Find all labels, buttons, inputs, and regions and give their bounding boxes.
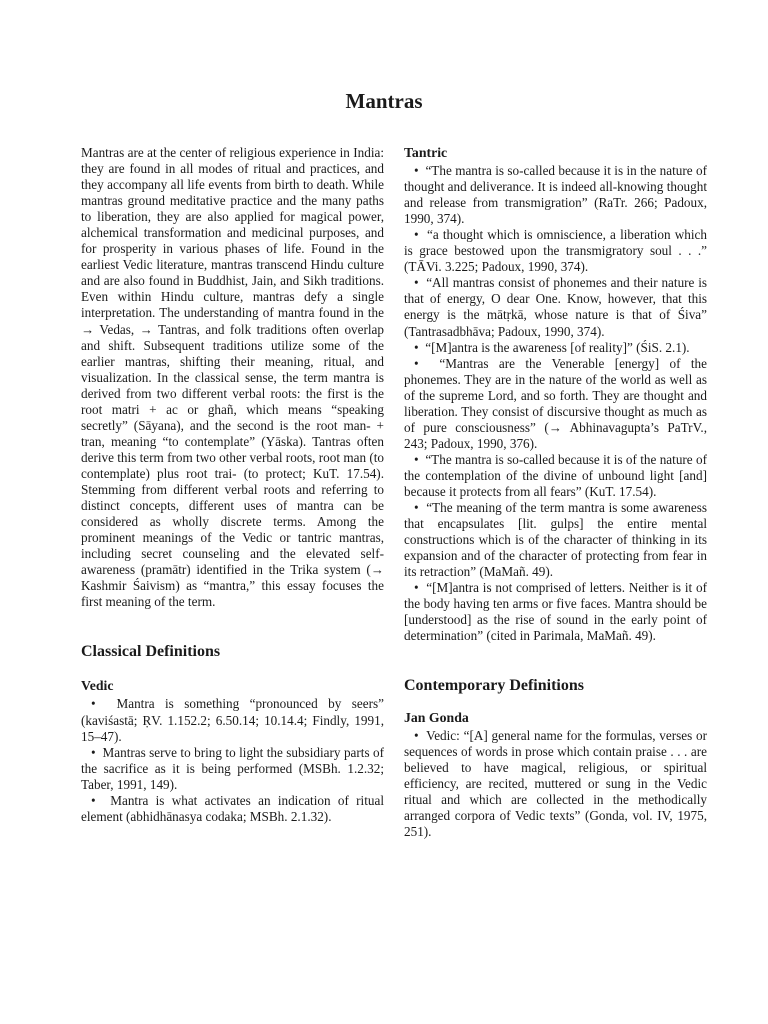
tantric-item: • “[M]antra is not comprised of letters. Neither is it of the body having ten arms or five faces. Mantra should be [understood] as the rise of sound in the early point of determination” (cited in Parimala, MaMañ. 49). xyxy=(404,580,707,644)
classical-definitions-heading: Classical Definitions xyxy=(81,643,221,661)
tantric-item: • “a thought which is omniscience, a liberation which is grace bestowed upon the transmigratory soul . . .” (TĀVi. 3.225; Padoux, 1990, 374). xyxy=(404,227,707,275)
intro-paragraph: Mantras are at the center of religious experience in India: they are found in all modes of ritual and practices, and they accompany all life events from birth to death. While mantras ground meditative practice and the many paths to liberation, they are also applied for magical power, alchemical transformation and medicinal purposes, and for prosperity in various phases of life. Found in the earliest Vedic literature, mantras transcend Hindu culture and are also found in Buddhist, Jain, and Sikh traditions. Even within Hindu culture, mantras defy a single interpretation. The understanding of mantra found in the → Vedas, → Tantras, and folk traditions often overlap and shift. Subsequent traditions utilize some of the earlier mantras, shifting their meaning, ritual, and visualization. In the classical sense, the term mantra is derived from two different verbal roots: the first is the root matri + ac or ghañ, which means “speaking secretly” (Sāyana), and the second is the root man- + tran, meaning “to contemplate” (Yāska). Tantras often derive this term from two other verbal roots, root man (to contemplate) plus root trai- (to protect; KuT. 17.54). Stemming from different verbal roots and referring to distinct concepts, different uses of mantra can be considered as wholly discrete terms. Among the prominent meanings of the Vedic or tantric mantras, including secret counseling and the elevated self-awareness (pramātr) identified in the Trika system (→ Kashmir Śaivism) as “mantra,” this essay focuses the first meaning of the term. xyxy=(81,145,384,610)
jan-gonda-heading: Jan Gonda xyxy=(404,709,469,725)
vedic-item: • Mantra is what activates an indication of ritual element (abhidhānasya codaka; MSBh. 2.1.32). xyxy=(81,793,384,825)
page-title: Mantras xyxy=(345,89,423,113)
left-column xyxy=(81,145,384,825)
vedic-item: • Mantras serve to bring to light the subsidiary parts of the sacrifice as it is being performed (MSBh. 1.2.32; Taber, 1991, 149). xyxy=(81,745,384,793)
tantric-item: • “[M]antra is the awareness [of reality]” (ŚiS. 2.1). xyxy=(404,340,707,356)
tantric-heading: Tantric xyxy=(404,145,448,160)
right-column xyxy=(404,145,707,840)
tantric-item: • “Mantras are the Venerable [energy] of the phonemes. They are in the nature of the world as well as of the supreme Lord, and so forth. They are thought and liberation. They consist of discursive thought as much as of pure consciousness” (→ Abhinavagupta’s PaTrV., 243; Padoux, 1990, 376). xyxy=(404,356,707,452)
vedic-heading: Vedic xyxy=(81,678,114,694)
gonda-item: • Vedic: “[A] general name for the formulas, verses or sequences of words in prose which contain praise . . . are believed to have magical, religious, or spiritual efficiency, are recited, muttered or sung in the Vedic ritual and which are collected in the methodically arranged corpora of Vedic texts” (Gonda, vol. IV, 1975, 251). xyxy=(404,728,707,840)
vedic-item: • Mantra is something “pronounced by seers” (kaviśastā; ṚV. 1.152.2; 6.50.14; 10.14.4; Findly, 1991, 15–47). xyxy=(81,696,384,744)
tantric-item: • “All mantras consist of phonemes and their nature is that of energy, O dear One. Know, however, that this energy is the mātṛkā, whose nature is that of Śiva” (Tantrasadbhāva; Padoux, 1990, 374). xyxy=(404,275,707,339)
contemporary-definitions-heading: Contemporary Definitions xyxy=(404,677,584,695)
tantric-item: • “The meaning of the term mantra is some awareness that encapsulates [lit. gulps] the entire mental constructions which is of the character of thinking in its expansion and of the character of protecting from fear in its retraction” (MaMañ. 49). xyxy=(404,500,707,580)
tantric-item: • “The mantra is so-called because it is in the nature of thought and deliverance. It is indeed all-knowing thought and release from transmigration” (RaTr. 266; Padoux, 1990, 374). xyxy=(404,163,707,227)
tantric-item: • “The mantra is so-called because it is of the nature of the contemplation of the divine of unbound light [and] because it protects from all fears” (KuT. 17.54). xyxy=(404,452,707,500)
